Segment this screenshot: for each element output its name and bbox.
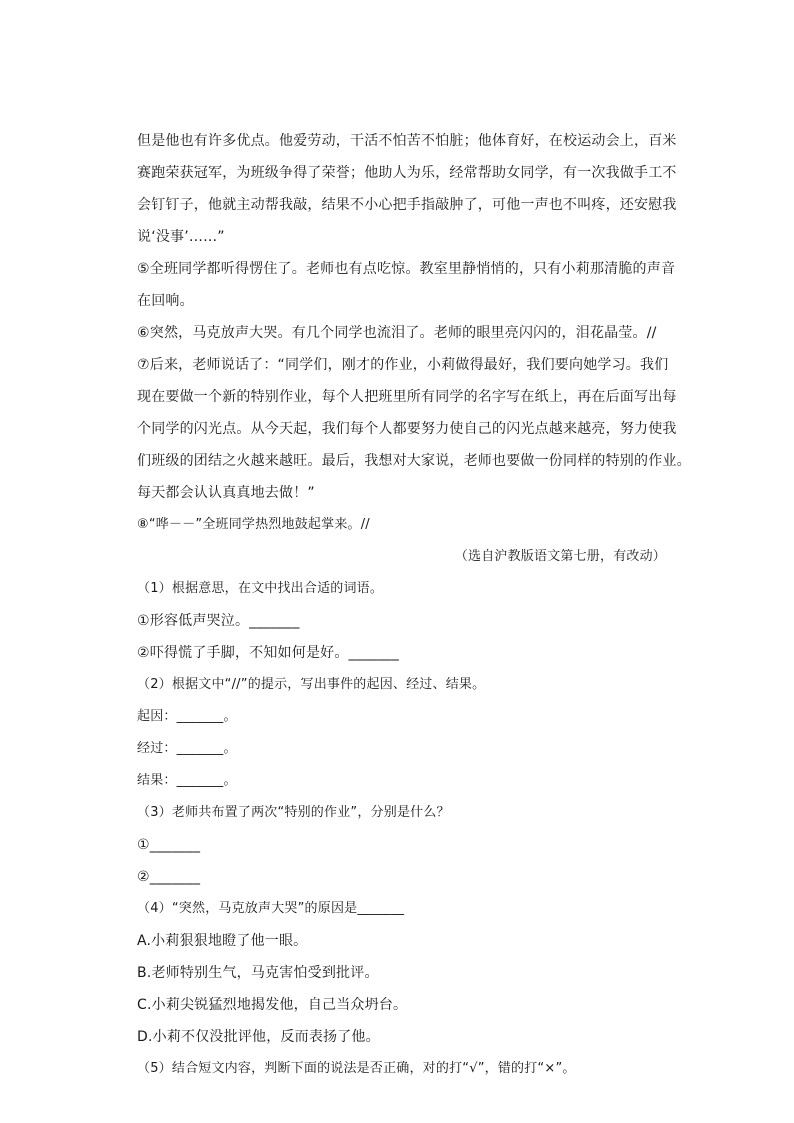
question-1-item-1[interactable]: ①形容低声哭泣。_______ [137, 613, 300, 629]
passage-line: 在回响。 [137, 293, 194, 309]
question-2-process[interactable]: 经过：_______。 [137, 741, 237, 756]
question-2-result[interactable]: 结果：_______。 [137, 773, 237, 788]
question-4-option-b[interactable]: B.老师特别生气，马克害怕受到批评。 [137, 965, 379, 981]
question-4-option-d[interactable]: D.小莉不仅没批评他，反而表扬了他。 [137, 1029, 380, 1045]
question-3-stem: （3）老师共布置了两次“特别的作业”，分别是什么？ [137, 805, 450, 820]
paragraph-6: ⑥突然，马克放声大哭。有几个同学也流泪了。老师的眼里亮闪闪的，泪花晶莹。// [137, 325, 657, 341]
paragraph-7: ⑦后来，老师说话了：“同学们，刚才的作业，小莉做得最好，我们要向她学习。我们 [137, 357, 669, 373]
passage-line: 现在要做一个新的特别作业，每个人把班里所有同学的名字写在纸上，再在后面写出每 [137, 389, 677, 405]
question-3-item-2[interactable]: ②_______ [137, 869, 201, 885]
passage-line: 说‘没事’……” [137, 229, 225, 245]
question-4-stem: （4）“突然，马克放声大哭”的原因是_______ [137, 901, 405, 916]
question-3-item-1[interactable]: ①_______ [137, 837, 201, 853]
paragraph-8: ⑧“哗－－”全班同学热烈地鼓起掌来。// [137, 517, 370, 532]
question-4-option-c[interactable]: C.小莉尖锐猛烈地揭发他，自己当众坍台。 [137, 997, 408, 1013]
question-4-option-a[interactable]: A.小莉狠狠地瞪了他一眼。 [137, 933, 308, 949]
passage-line: 但是他也有许多优点。他爱劳动，干活不怕苦不怕脏；他体育好，在校运动会上，百米 [137, 133, 677, 149]
question-2-stem: （2）根据文中“//”的提示，写出事件的起因、经过、结果。 [137, 677, 486, 692]
question-1-stem: （1）根据意思，在文中找出合适的词语。 [137, 581, 384, 596]
question-1-item-2[interactable]: ②吓得慌了手脚，不知如何是好。_______ [137, 645, 399, 661]
passage-line: 个同学的闪光点。从今天起，我们每个人都要努力使自己的闪光点越来越亮，努力使我 [137, 421, 677, 437]
source-citation: （选自沪教版语文第七册，有改动） [454, 549, 666, 564]
passage-line: 会钉钉子，他就主动帮我敲，结果不小心把手指敲肿了，可他一声也不叫疼，还安慰我 [137, 197, 677, 213]
passage-line: 们班级的团结之火越来越旺。最后，我想对大家说，老师也要做一份同样的特别的作业。 [137, 453, 691, 469]
passage-line: 赛跑荣获冠军，为班级争得了荣誉；他助人为乐，经常帮助女同学，有一次我做手工不 [137, 165, 677, 181]
passage-line: 每天都会认认真真地去做！” [137, 485, 315, 501]
paragraph-5: ⑤全班同学都听得愣住了。老师也有点吃惊。教室里静悄悄的，只有小莉那清脆的声音 [137, 261, 676, 277]
question-2-cause[interactable]: 起因：_______。 [137, 709, 237, 724]
question-5-stem: （5）结合短文内容，判断下面的说法是否正确，对的打“√”，错的打“×”。 [137, 1061, 576, 1076]
